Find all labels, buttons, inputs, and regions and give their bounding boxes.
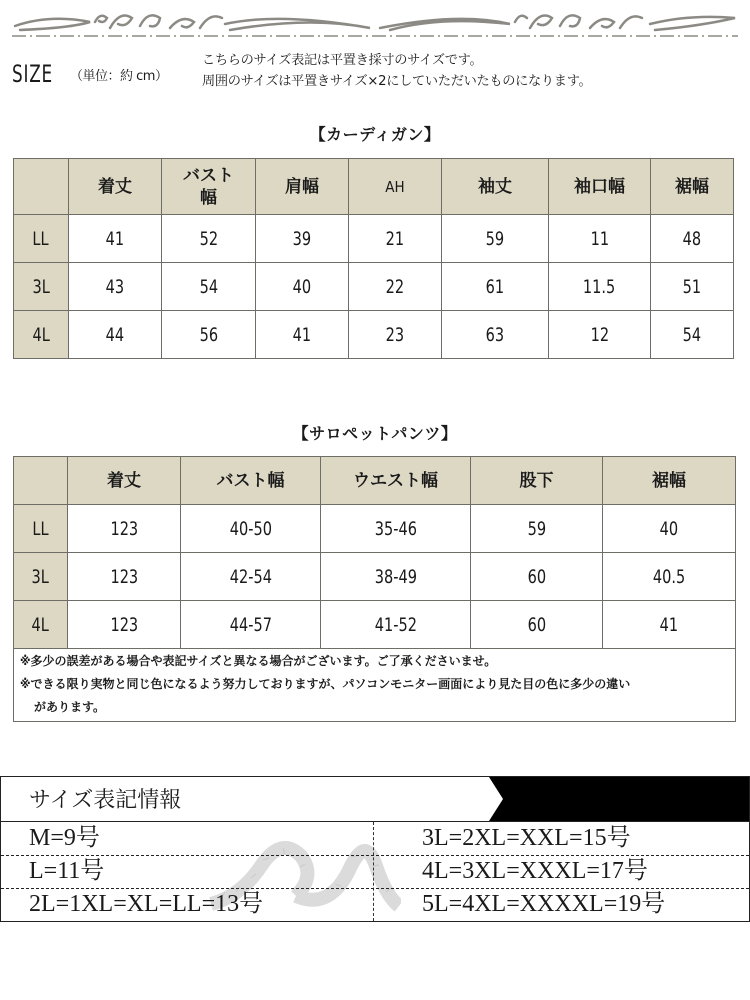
table-cell: 21 xyxy=(349,215,442,263)
arrow-banner-decoration xyxy=(489,777,749,821)
table-cell: 40.5 xyxy=(603,553,736,601)
table-cell: 63 xyxy=(442,311,549,359)
size-info-right-column xyxy=(373,822,750,921)
table-row xyxy=(14,505,736,553)
table-cell: 38-49 xyxy=(321,553,471,601)
column-header: 裾幅 xyxy=(651,159,734,215)
column-header: AH xyxy=(349,159,442,215)
column-header: ウエスト幅 xyxy=(321,457,471,505)
size-heading xyxy=(12,54,167,94)
table-row xyxy=(14,263,734,311)
column-header: 着丈 xyxy=(69,159,162,215)
table-cell: 51 xyxy=(651,263,734,311)
table-cell: 22 xyxy=(349,263,442,311)
table-cell: 41 xyxy=(603,601,736,649)
table-header-row xyxy=(14,457,736,505)
table-cell: 61 xyxy=(442,263,549,311)
table-cell: 44-57 xyxy=(181,601,321,649)
table-cell: 59 xyxy=(471,505,603,553)
size-notes xyxy=(202,50,591,92)
size-equivalence: 3L=2XL=XXL=15号 xyxy=(422,825,631,851)
table-cell: 123 xyxy=(68,553,181,601)
table-cell: 40 xyxy=(256,263,349,311)
table-cell: 11 xyxy=(549,215,651,263)
table-cell: 41 xyxy=(69,215,162,263)
table-row xyxy=(14,215,734,263)
table-cell: 48 xyxy=(651,215,734,263)
table-cell: 12 xyxy=(549,311,651,359)
table-cell: 35-46 xyxy=(321,505,471,553)
size-equivalence: 4L=3XL=XXXL=17号 xyxy=(422,858,648,884)
size-equivalence: M=9号 xyxy=(29,825,100,851)
column-header: 肩幅 xyxy=(256,159,349,215)
table-row xyxy=(14,553,736,601)
unit-label: （単位：約 cm） xyxy=(70,68,168,84)
row-size-label: 3L xyxy=(14,263,69,311)
table-cell: 59 xyxy=(442,215,549,263)
salopette-title: 【サロペットパンツ】 xyxy=(292,424,458,443)
table-cell: 123 xyxy=(68,505,181,553)
table-cell: 11.5 xyxy=(549,263,651,311)
table-header-row xyxy=(14,159,734,215)
table-cell: 40 xyxy=(603,505,736,553)
size-info-panel xyxy=(0,776,750,922)
table-cell: 60 xyxy=(471,601,603,649)
table-row xyxy=(14,311,734,359)
row-size-label: 4L xyxy=(14,311,69,359)
size-info-header xyxy=(1,777,749,822)
cardigan-size-table xyxy=(13,158,734,359)
size-equivalence: 5L=4XL=XXXXL=19号 xyxy=(422,891,666,917)
disclaimer-notes xyxy=(14,649,736,722)
table-cell: 44 xyxy=(69,311,162,359)
table-cell: 54 xyxy=(162,263,256,311)
size-info-body xyxy=(1,822,749,921)
row-size-label: LL xyxy=(14,505,68,553)
table-cell: 42-54 xyxy=(181,553,321,601)
table-cell: 54 xyxy=(651,311,734,359)
table-cell: 40-50 xyxy=(181,505,321,553)
table-cell: 23 xyxy=(349,311,442,359)
column-header xyxy=(162,159,256,215)
column-header: 着丈 xyxy=(68,457,181,505)
column-header: 裾幅 xyxy=(603,457,736,505)
salopette-size-table xyxy=(13,456,736,722)
disclaimer-line: ※多少の誤差がある場合や表記サイズと異なる場合がございます。ご了承くださいませ。 xyxy=(20,654,497,668)
column-header: 袖丈 xyxy=(442,159,549,215)
row-size-label: 4L xyxy=(14,601,68,649)
table-cell: 60 xyxy=(471,553,603,601)
ornament-divider-icon xyxy=(10,6,740,38)
table-cell: 41-52 xyxy=(321,601,471,649)
column-header: バスト幅 xyxy=(181,457,321,505)
size-equivalence: 2L=1XL=XL=LL=13号 xyxy=(29,891,264,917)
disclaimer-line: があります。 xyxy=(34,700,106,714)
size-note-line: こちらのサイズ表記は平置き採寸のサイズです。 xyxy=(202,53,483,68)
dashed-divider xyxy=(1,888,749,889)
table-cell: 41 xyxy=(256,311,349,359)
column-header-label: バスト幅 xyxy=(183,165,234,208)
row-size-label: LL xyxy=(14,215,69,263)
table-cell: 123 xyxy=(68,601,181,649)
table-cell: 39 xyxy=(256,215,349,263)
corner-cell xyxy=(14,457,68,505)
table-cell: 52 xyxy=(162,215,256,263)
cardigan-title: 【カーディガン】 xyxy=(309,125,441,144)
column-header: 袖口幅 xyxy=(549,159,651,215)
column-header: 股下 xyxy=(471,457,603,505)
size-equivalence: L=11号 xyxy=(29,858,105,884)
size-note-line: 周囲のサイズは平置きサイズ×2にしていただいたものになります。 xyxy=(202,74,592,89)
disclaimer-line: ※できる限り実物と同じ色になるよう努力しておりますが、パソコンモニター画面により見た目の色に多少の違い xyxy=(20,677,631,691)
notes-row xyxy=(14,649,736,722)
size-info-title: サイズ表記情報 xyxy=(29,788,182,813)
corner-cell xyxy=(14,159,69,215)
size-label: SIZE xyxy=(12,60,53,88)
table-row xyxy=(14,601,736,649)
size-info-left-column xyxy=(1,822,373,921)
table-cell: 56 xyxy=(162,311,256,359)
row-size-label: 3L xyxy=(14,553,68,601)
table-cell: 43 xyxy=(69,263,162,311)
dashed-divider xyxy=(1,855,749,856)
